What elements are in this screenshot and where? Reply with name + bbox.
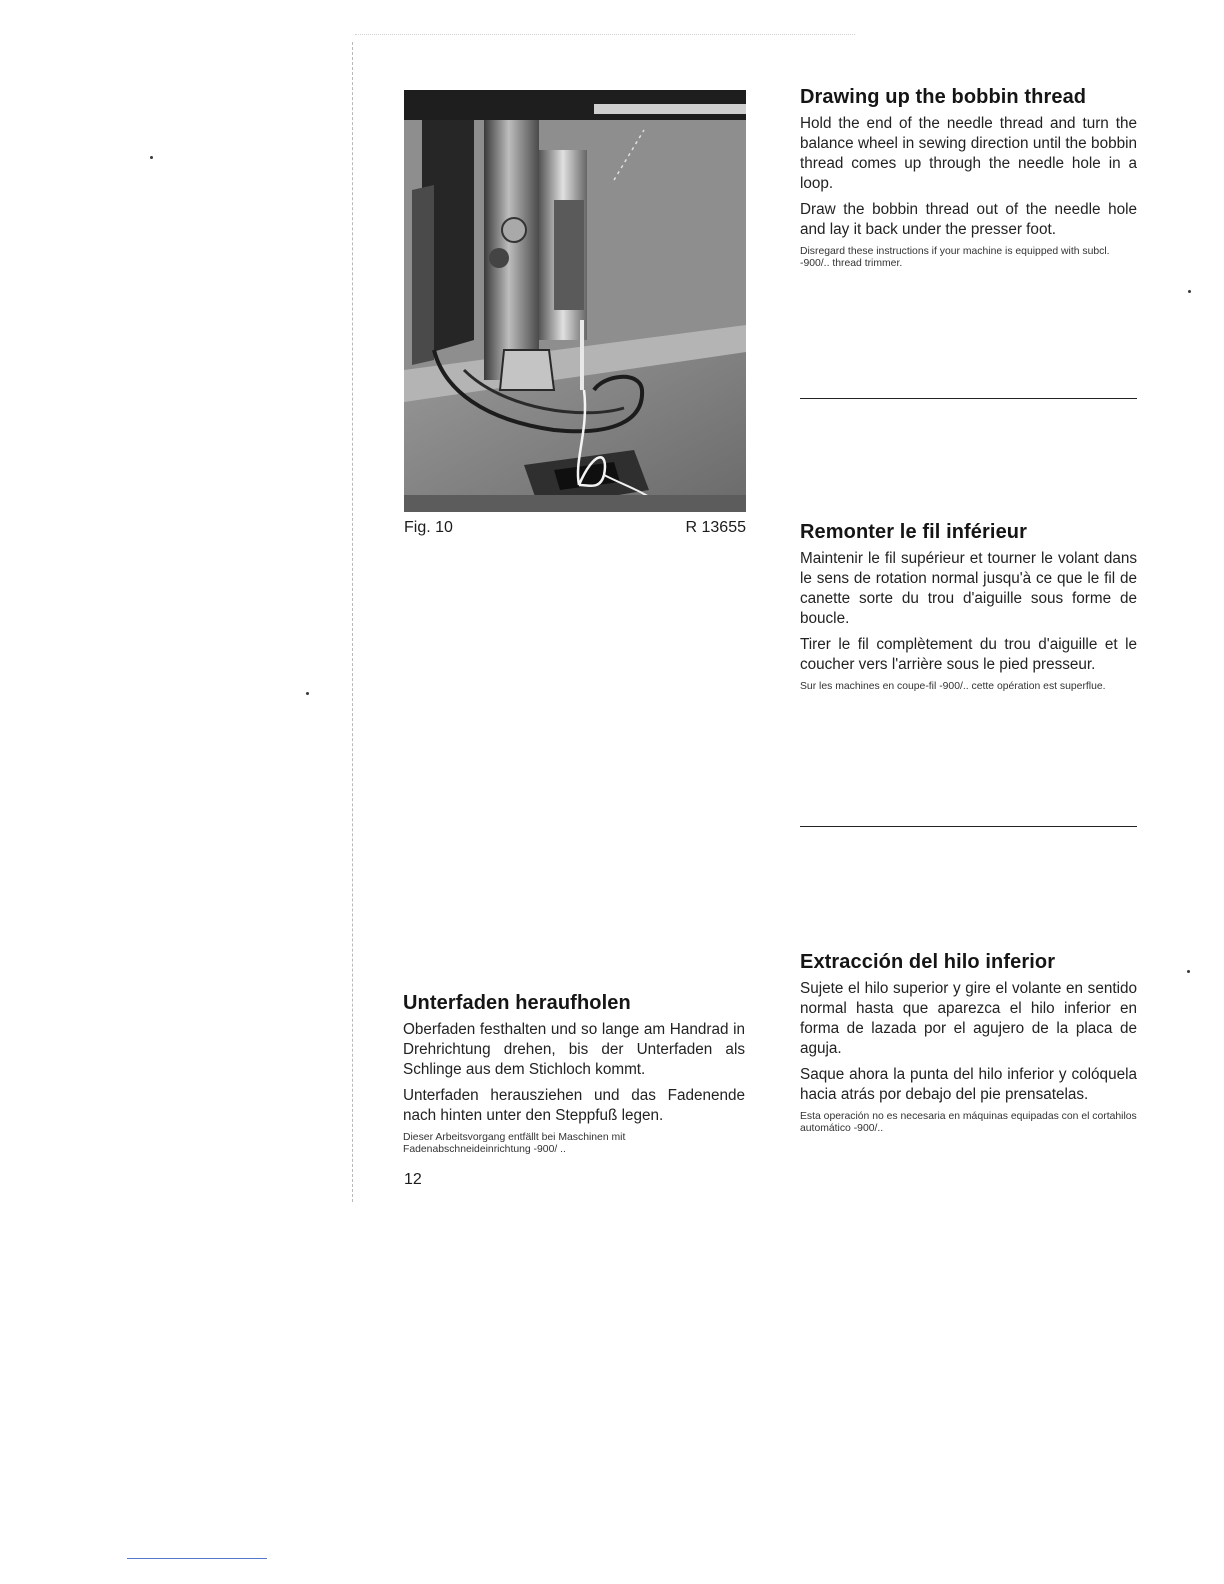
note: Dieser Arbeitsvorgang entfällt bei Maschinen mit Fadenabschneideinrichtung -900/ .. <box>403 1132 626 1155</box>
section-divider <box>800 826 1137 827</box>
section-english <box>800 86 1137 270</box>
scan-artifact-line <box>355 34 855 36</box>
section-spanish <box>800 951 1137 1135</box>
paragraph: Oberfaden festhalten und so lange am Handrad in Drehrichtung drehen, bis der Unterfaden als Schlinge aus dem Stichloch kommt. <box>403 1021 745 1078</box>
scan-speck <box>306 692 309 695</box>
note: Disregard these instructions if your machine is equipped with subcl. -900/.. thread trimmer. <box>800 246 1110 269</box>
paragraph: Unterfaden herausziehen und das Fadenende nach hinten unter den Steppfuß legen. <box>403 1087 745 1124</box>
section-divider <box>800 398 1137 399</box>
scan-speck <box>1188 290 1191 293</box>
section-german <box>403 992 745 1156</box>
section-title: Extracción del hilo inferior <box>800 951 1056 973</box>
scan-binding-edge <box>352 42 353 1202</box>
scan-edge-line <box>127 1558 267 1559</box>
figure-caption: Fig. 10 <box>404 519 453 536</box>
scan-speck <box>150 156 153 159</box>
page-number: 12 <box>404 1171 422 1188</box>
paragraph: Hold the end of the needle thread and turn the balance wheel in sewing direction until the bobbin thread comes up through the needle hole in a loop. <box>800 115 1137 192</box>
paragraph: Draw the bobbin thread out of the needle hole and lay it back under the presser foot. <box>800 201 1137 238</box>
sewing-machine-presser-foot-icon <box>404 90 746 512</box>
section-title: Unterfaden heraufholen <box>403 992 631 1014</box>
scan-speck <box>1187 970 1190 973</box>
paragraph: Sujete el hilo superior y gire el volante en sentido normal hasta que aparezca el hilo inferior en forma de lazada por el agujero de la placa de aguja. <box>800 980 1137 1057</box>
section-title: Remonter le fil inférieur <box>800 521 1027 543</box>
paragraph: Tirer le fil complètement du trou d'aiguille et le coucher vers l'arrière sous le pied presseur. <box>800 636 1137 673</box>
section-title: Drawing up the bobbin thread <box>800 86 1087 108</box>
sewing-machine-photo <box>404 90 746 512</box>
section-french <box>800 521 1137 693</box>
paragraph: Maintenir le fil supérieur et tourner le volant dans le sens de rotation normal jusqu'à ce que le fil de canette sorte du trou d'aiguille sous forme de boucle. <box>800 550 1137 627</box>
note: Sur les machines en coupe-fil -900/.. cette opération est superflue. <box>800 681 1106 692</box>
figure-reference: R 13655 <box>685 519 746 536</box>
paragraph: Saque ahora la punta del hilo inferior y colóquela hacia atrás por debajo del pie prensatelas. <box>800 1066 1137 1103</box>
note: Esta operación no es necesaria en máquinas equipadas con el cortahilos automático -900/.. <box>800 1111 1137 1134</box>
